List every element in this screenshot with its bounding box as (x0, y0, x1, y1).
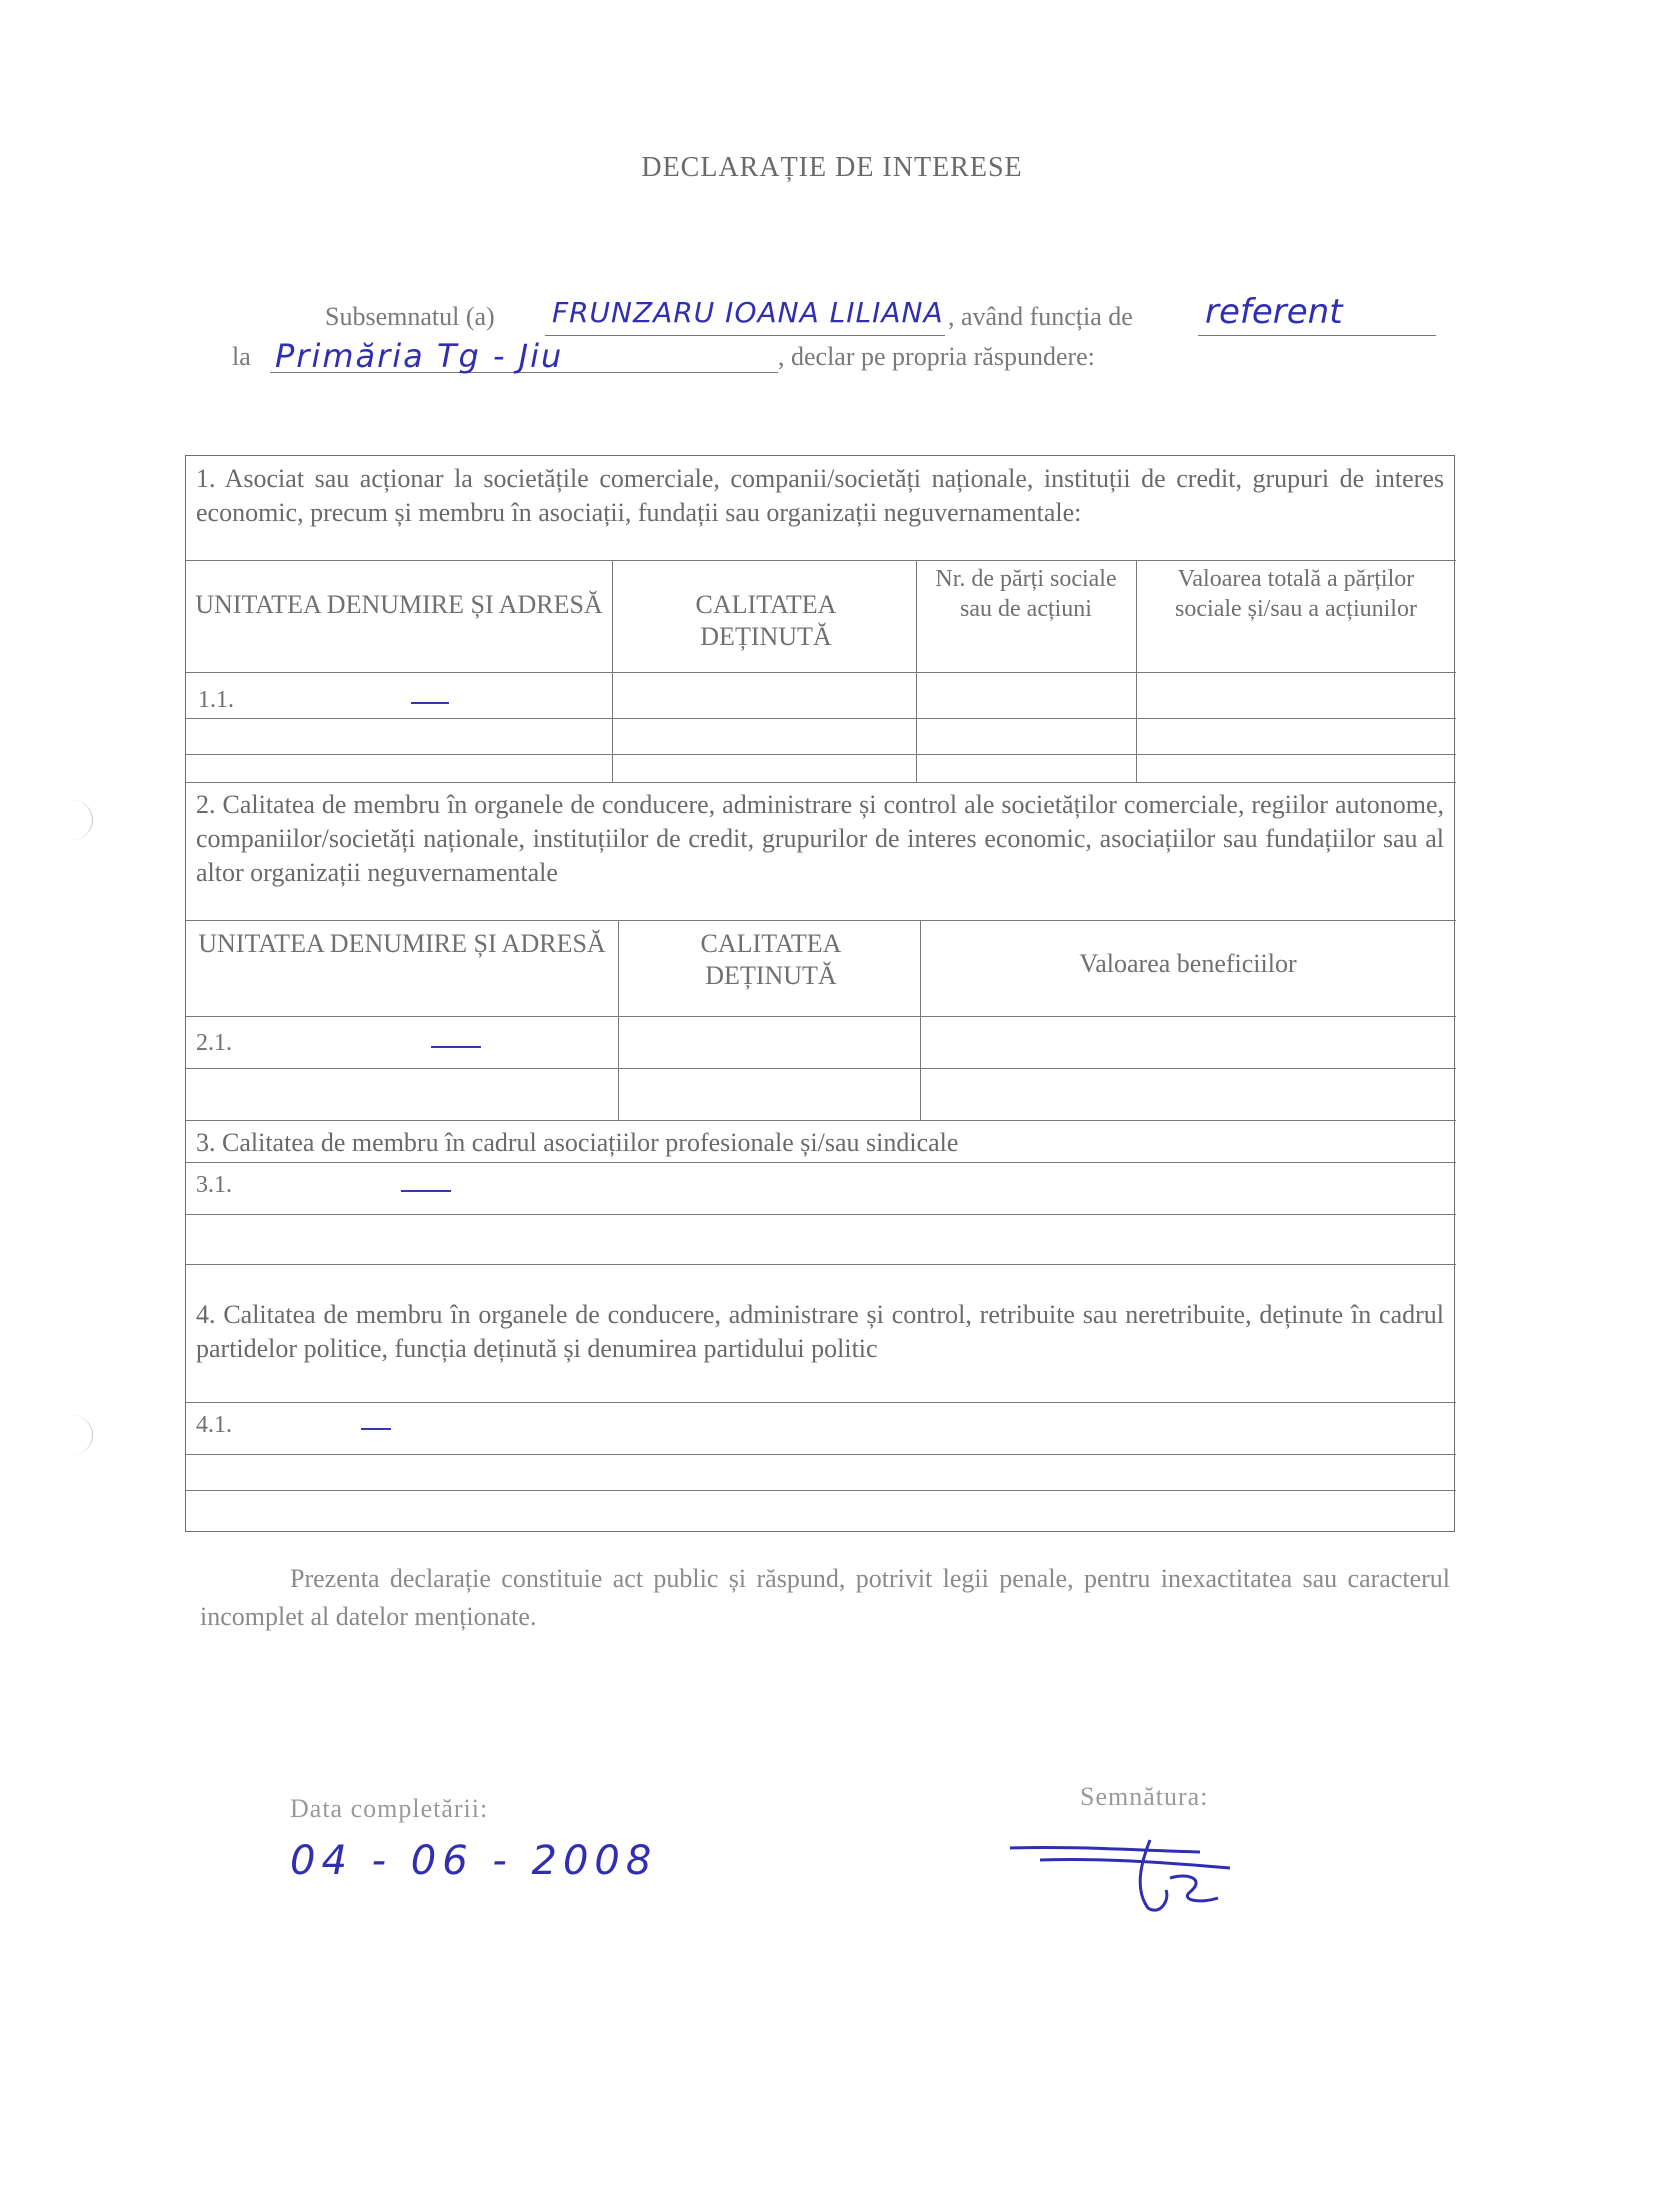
s1-col-unit: UNITATEA DENUMIRE ȘI ADRESĂ (195, 590, 603, 619)
punch-hole (52, 800, 93, 840)
s2-row-label: 2.1. (196, 1030, 232, 1056)
document-title: DECLARAȚIE DE INTERESE (641, 152, 1023, 183)
functia-label: , având funcția de (948, 302, 1133, 331)
section4-heading: 4. Calitatea de membru în organele de conducere, administrare și control, retribuite sau neretribuite, deținute în cadrul partidelor politice, funcția deținută și denumirea partidului politic (196, 1300, 1444, 1363)
completion-date: 04 - 06 - 2008 (290, 1838, 658, 1884)
signature-mark (1000, 1820, 1260, 1930)
declar-label: , declar pe propria răspundere: (778, 342, 1095, 371)
s2-none-mark (431, 1046, 481, 1048)
date-label: Data completării: (290, 1794, 489, 1823)
s2-col-valoare: Valoarea beneficiilor (1079, 949, 1297, 978)
institution-name: Primăria Tg - Jiu (275, 337, 564, 375)
s1-col-calitatea: CALITATEA DEȚINUTĂ (695, 590, 837, 651)
subsemnatul-label: Subsemnatul (a) (325, 302, 495, 331)
section2-heading: 2. Calitatea de membru în organele de conducere, administrare și control ale societăților comerciale, regiilor autonome, companiilor/societăți naționale, instituțiilor de credit, grupurilor de interes economic, asociațiilor sau fundațiilor sau al altor organizații neguvernamentale (196, 790, 1444, 887)
declarant-function: referent (1205, 292, 1343, 332)
s4-none-mark (361, 1428, 391, 1430)
s1-col-nr: Nr. de părți sociale sau de acțiuni (935, 566, 1117, 622)
s3-row-label: 3.1. (196, 1172, 232, 1198)
s1-row-label: 1.1. (198, 687, 234, 713)
s2-col-calitatea: CALITATEA DEȚINUTĂ (700, 929, 842, 990)
s3-none-mark (401, 1190, 451, 1192)
s4-row-label: 4.1. (196, 1412, 232, 1438)
s2-col-unit: UNITATEA DENUMIRE ȘI ADRESĂ (198, 929, 606, 958)
punch-hole (52, 1415, 93, 1455)
name-underline (545, 335, 945, 336)
function-underline (1198, 335, 1436, 336)
section1-heading: 1. Asociat sau acționar la societățile comerciale, companii/societăți naționale, instituții de credit, grupuri de interes economic, precum și membru în asociații, fundații sau organizații neguvernamentale: (196, 464, 1444, 527)
declaration-table (185, 455, 1455, 1532)
public-statement: Prezenta declarație constituie act public și răspund, potrivit legii penale, pentru inexactitatea sau caracterul incomplet al datelor menționate. (200, 1564, 1450, 1631)
s1-none-mark (411, 702, 449, 704)
section3-heading: 3. Calitatea de membru în cadrul asociațiilor profesionale și/sau sindicale (196, 1128, 959, 1157)
signature-label: Semnătura: (1080, 1782, 1209, 1811)
s1-col-valoare: Valoarea totală a părților sociale și/sau a acțiunilor (1175, 566, 1417, 622)
declarant-name: FRUNZARU IOANA LILIANA (552, 296, 944, 329)
la-label: la (232, 342, 251, 371)
